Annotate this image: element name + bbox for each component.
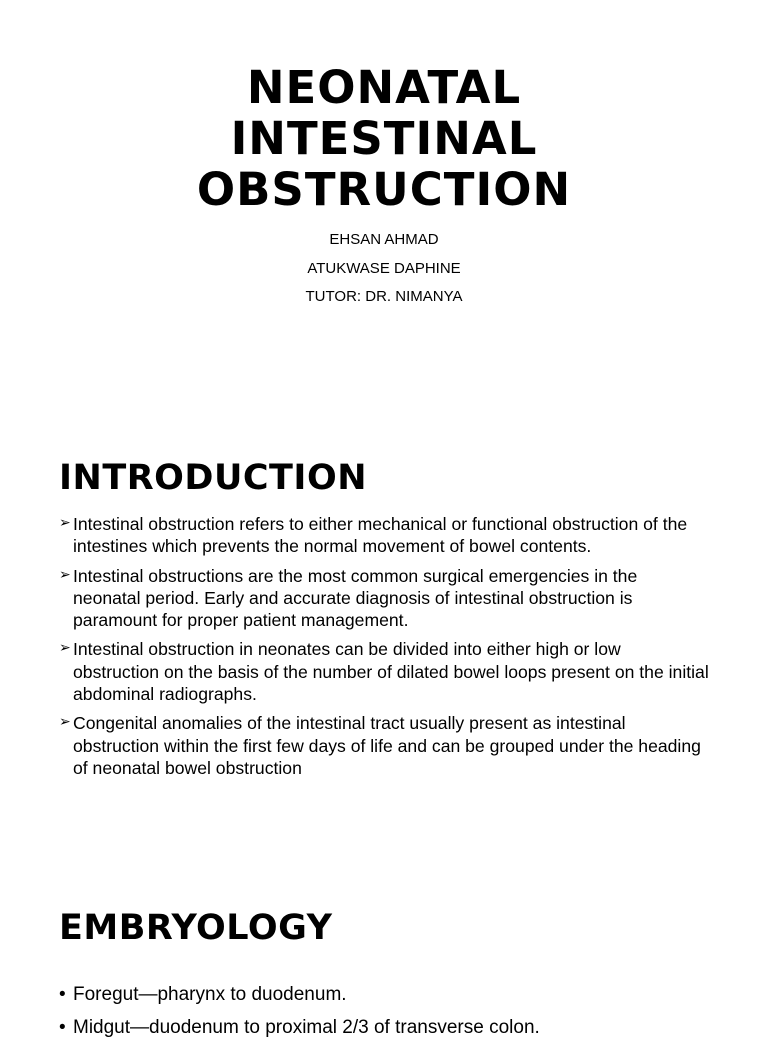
title-line: NEONATAL — [246, 61, 522, 114]
author-name: EHSAN AHMAD — [329, 231, 439, 248]
arrow-bullet-icon: ➢ — [59, 640, 71, 657]
author-name: ATUKWASE DAPHINE — [307, 260, 461, 277]
embryology-list — [59, 983, 739, 1049]
list-item-text: Foregut—pharynx to duodenum. — [73, 984, 347, 1005]
introduction-list — [59, 513, 709, 786]
list-item-text: Congenital anomalies of the intestinal tract usually present as intestinal obstruction within the first few days of life and can be grouped under the heading of neonatal bowel obstruction — [73, 713, 701, 778]
bullet-dot-icon: • — [59, 1017, 66, 1038]
list-item — [59, 983, 739, 1007]
list-item-text: Intestinal obstruction in neonates can be divided into either high or low obstruction on the basis of the number of dilated bowel loops present on the initial abdominal radiographs. — [73, 639, 709, 705]
list-item-text: Intestinal obstructions are the most common surgical emergencies in the neonatal period. Early and accurate diagnosis of intestinal obstruction is paramount for proper patient management. — [73, 565, 638, 631]
bullet-dot-icon: • — [59, 984, 66, 1005]
list-item — [59, 638, 709, 705]
list-item — [59, 565, 709, 632]
tutor-name: TUTOR: DR. NIMANYA — [305, 288, 463, 305]
arrow-bullet-icon: ➢ — [59, 714, 71, 731]
embryology-heading: EMBRYOLOGY — [59, 908, 333, 948]
title-slide — [0, 0, 768, 430]
arrow-bullet-icon: ➢ — [59, 515, 71, 531]
list-item-text: Intestinal obstruction refers to either mechanical or functional obstruction of the intestines which prevents the normal movement of bowel contents. — [73, 514, 688, 557]
title-line: OBSTRUCTION — [196, 163, 572, 216]
presentation-title — [0, 62, 768, 215]
introduction-heading: INTRODUCTION — [59, 458, 367, 498]
list-item — [59, 712, 709, 779]
arrow-bullet-icon: ➢ — [59, 566, 71, 583]
list-item — [59, 1016, 739, 1040]
title-line: INTESTINAL — [230, 112, 538, 165]
list-item — [59, 513, 709, 558]
list-item-text: Midgut—duodenum to proximal 2/3 of transverse colon. — [73, 1017, 540, 1038]
